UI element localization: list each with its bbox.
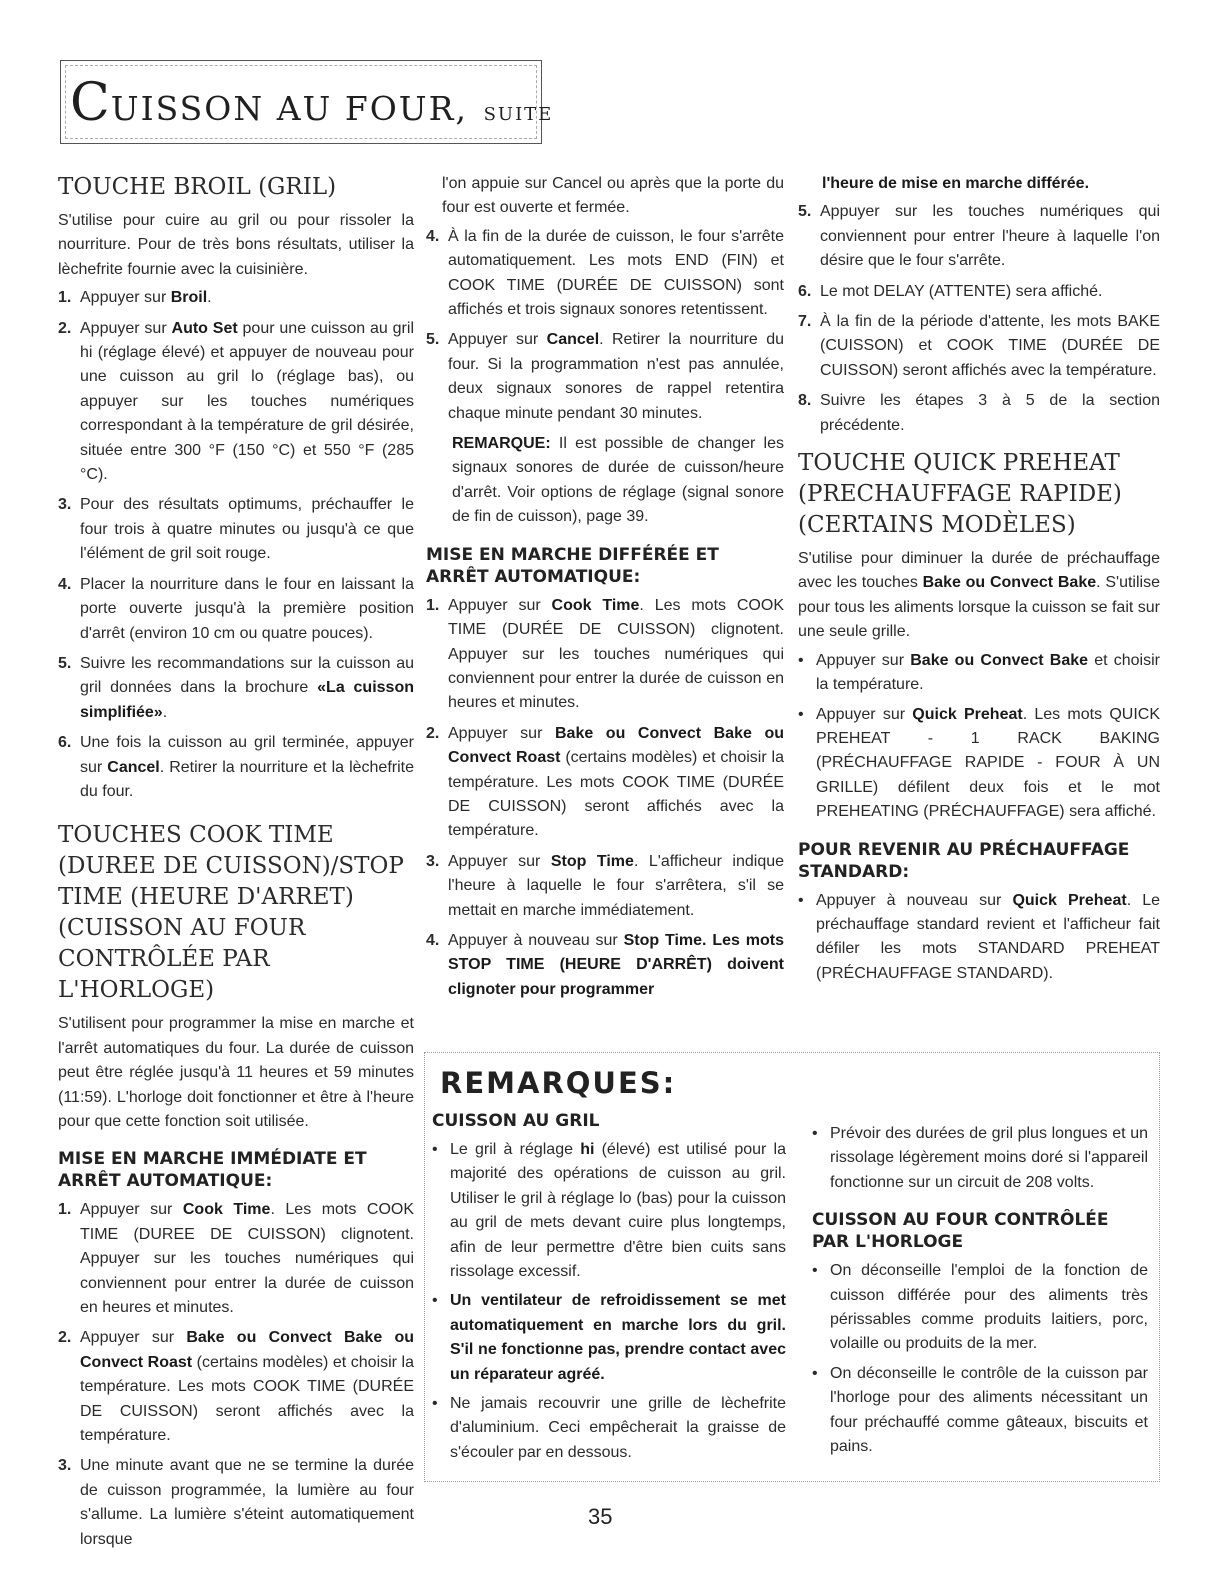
numbered-step: 5. Appuyer sur les touches numériques qui conviennent pour entrer l'heure à laquelle l'on désire que le four s'arrête.	[798, 200, 1160, 273]
list-item: • Appuyer sur Bake ou Convect Bake et choisir la température.	[798, 649, 1160, 698]
step-text: À la fin de la période d'attente, les mots BAKE (CUISSON) et COOK TIME (DURÉE DE CUISSON) seront affichés avec la température.	[820, 313, 1160, 379]
remarque-label: REMARQUE:	[452, 435, 551, 453]
step-text: Placer la nourriture dans le four en laissant la porte ouverte jusqu'à la première position d'arrêt (environ 10 cm ou quatre pouces).	[80, 575, 414, 642]
step-text: Appuyer sur Stop Time. L'afficheur indique l'heure à laquelle le four s'arrêtera, s'il se mettait en marche immédiatement.	[448, 852, 785, 919]
column-left	[58, 172, 414, 1558]
broil-heading: TOUCHE BROIL (GRIL)	[58, 174, 337, 200]
step-text: Le gril à réglage hi (élevé) est utilisé pour la majorité des opérations de cuisson au gril. Utiliser le gril à réglage lo (bas) pour la cuisson au gril de mets devant cuire plus longtemps, afin de leur permettre d'être bien cuits sans rissolage excessif.	[450, 1141, 787, 1281]
immediate-heading: MISE EN MARCHE IMMÉDIATE ET ARRÊT AUTOMATIQUE:	[58, 1149, 367, 1192]
step-text: Appuyer sur Broil.	[80, 289, 212, 307]
list-item: • On déconseille le contrôle de la cuisson par l'horloge pour des aliments nécessitant un four préchauffé comme gâteaux, biscuits et pains.	[812, 1362, 1148, 1460]
step-text: Appuyer à nouveau sur Quick Preheat. Le préchauffage standard revient et l'afficheur fait défiler les mots STANDARD PREHEAT (PRÉCHAUFFAGE STANDARD).	[816, 891, 1161, 982]
step-text: Une fois la cuisson au gril terminée, appuyer sur Cancel. Retirer la nourriture et la lèchefrite du four.	[80, 734, 415, 800]
quick-bullets	[798, 649, 1160, 825]
step-text: Appuyer sur Bake ou Convect Bake ou Convect Roast (certains modèles) et choisir la température. Les mots COOK TIME (DURÉE DE CUISSON) seront affichés avec la température.	[80, 1329, 414, 1445]
numbered-step: 4. Appuyer à nouveau sur Stop Time. Les mots STOP TIME (HEURE D'ARRÊT) doivent clignoter pour programmer	[426, 929, 784, 1002]
delayed-steps	[426, 594, 784, 1003]
cont-steps-right	[798, 200, 1160, 438]
list-item: • Ne jamais recouvrir une grille de lèchefrite d'aluminium. Ceci empêcherait la graisse de s'écouler par en dessous.	[432, 1392, 786, 1465]
numbered-step: 2. Appuyer sur Auto Set pour une cuisson au gril hi (réglage élevé) et appuyer de nouveau pour une cuisson au gril lo (réglage bas), ou appuyer sur les touches numériques correspondant à la température de gril désirée, située entre 300 °F (150 °C) et 550 °F (285 °C).	[58, 317, 414, 488]
step-text: À la fin de la durée de cuisson, le four s'arrête automatiquement. Les mots END (FIN) et COOK TIME (DURÉE DE CUISSON) sont affichés et trois signaux sonores retentissent.	[448, 227, 784, 319]
cook-time-intro: S'utilisent pour programmer la mise en marche et l'arrêt automatiques du four. La durée de cuisson peut être réglée jusqu'à 11 heures et 59 minutes (11:59). L'horloge doit fonctionner et être à l'heure pour que cette fonction soit utilisée.	[58, 1015, 414, 1130]
page-title: CUISSON AU FOUR, SUITE	[70, 73, 554, 133]
step-text: Un ventilateur de refroidissement se met automatiquement en marche lors du gril. S'il ne fonctionne pas, prendre contact avec un réparateur agréé.	[450, 1292, 786, 1383]
quick-intro-post: . S'utilise pour tous les aliments lorsque la cuisson se fait sur une seule grille.	[798, 574, 1160, 641]
notes-left	[432, 1110, 786, 1470]
step-text: Suivre les étapes 3 à 5 de la section précédente.	[820, 392, 1160, 434]
step-text: Une minute avant que ne se termine la durée de cuisson programmée, la lumière au four s'allume. La lumière s'éteint automatiquement lorsque	[80, 1457, 414, 1548]
step-text: Appuyer à nouveau sur Stop Time. Les mots STOP TIME (HEURE D'ARRÊT) doivent clignoter pour programmer	[448, 931, 784, 998]
numbered-step: 8. Suivre les étapes 3 à 5 de la section précédente.	[798, 389, 1160, 438]
step-text: Pour des résultats optimums, préchauffer le four trois à quatre minutes ou jusqu'à ce que l'élément de gril soit rouge.	[80, 496, 414, 563]
step-text: On déconseille l'emploi de la fonction de cuisson différée pour des aliments très périssables comme produits laitiers, porc, volaille ou produits de la mer.	[830, 1262, 1148, 1353]
step-text: Le mot DELAY (ATTENTE) sera affiché.	[820, 282, 1103, 300]
delayed-heading: MISE EN MARCHE DIFFÉRÉE ET ARRÊT AUTOMATIQUE:	[426, 544, 719, 587]
clock-heading: CUISSON AU FOUR CONTRÔLÉE PAR L'HORLOGE	[812, 1210, 1109, 1253]
numbered-step: 3. Pour des résultats optimums, préchauffer le four trois à quatre minutes ou jusqu'à ce que l'élément de gril soit rouge.	[58, 493, 414, 566]
list-item: • Prévoir des durées de gril plus longues et un rissolage légèrement moins doré si l'appareil fonctionne sur un circuit de 208 volts.	[812, 1122, 1148, 1195]
numbered-step: 7. À la fin de la période d'attente, les mots BAKE (CUISSON) et COOK TIME (DURÉE DE CUISSON) seront affichés avec la température.	[798, 310, 1160, 383]
step-text: Appuyer sur Bake ou Convect Bake et choisir la température.	[816, 651, 1160, 694]
notes-title: REMARQUES:	[440, 1066, 677, 1100]
step-text: Suivre les recommandations sur la cuisson au gril données dans la brochure «La cuisson simplifiée».	[80, 654, 414, 721]
numbered-step: 2. Appuyer sur Bake ou Convect Bake ou Convect Roast (certains modèles) et choisir la température. Les mots COOK TIME (DURÉE DE CUISSON) seront affichés avec la température.	[426, 722, 784, 844]
step-text: On déconseille le contrôle de la cuisson par l'horloge pour des aliments nécessitant un four préchauffé comme gâteaux, biscuits et pains.	[830, 1364, 1148, 1456]
numbered-step: 6. Le mot DELAY (ATTENTE) sera affiché.	[798, 280, 1160, 304]
list-item: • Le gril à réglage hi (élevé) est utilisé pour la majorité des opérations de cuisson au gril. Utiliser le gril à réglage lo (bas) pour la cuisson au gril de mets devant cuire plus longtemps, afin de leur permettre d'être bien cuits sans rissolage excessif.	[432, 1138, 786, 1284]
gril-bullets	[432, 1138, 786, 1465]
numbered-step: 1. Appuyer sur Cook Time. Les mots COOK TIME (DURÉE DE CUISSON) clignotent. Appuyer sur les touches numériques qui conviennent pour entrer la durée de cuisson en heures et minutes.	[426, 594, 784, 716]
std-heading: POUR REVENIR AU PRÉCHAUFFAGE STANDARD:	[798, 839, 1130, 882]
std-bullets	[798, 889, 1160, 987]
cont-bold	[798, 172, 1160, 196]
quick-intro-bold: Bake ou Convect Bake	[922, 574, 1097, 592]
quick-intro-pre: S'utilise pour diminuer la durée de préchauffage avec les touches	[798, 550, 1160, 592]
cont-text: l'on appuie sur Cancel ou après que la porte du four est ouverte et fermée.	[442, 175, 784, 217]
broil-intro: S'utilise pour cuire au gril ou pour rissoler la nourriture. Pour de très bons résultats, utiliser la lèchefrite fournie avec la cuisinière.	[58, 212, 414, 278]
step-text: Ne jamais recouvrir une grille de lèchefrite d'aluminium. Ceci empêcherait la graisse de s'écouler par en dessous.	[450, 1395, 786, 1461]
list-item: • Appuyer à nouveau sur Quick Preheat. Le préchauffage standard revient et l'afficheur fait défiler les mots STANDARD PREHEAT (PRÉCHAUFFAGE STANDARD).	[798, 889, 1160, 987]
numbered-step: 6. Une fois la cuisson au gril terminée, appuyer sur Cancel. Retirer la nourriture et la lèchefrite du four.	[58, 731, 414, 804]
cook-time-heading: TOUCHES COOK TIME (DUREE DE CUISSON)/STOP TIME (HEURE D'ARRET) (CUISSON AU FOUR CONTRÔLÉE PAR L'HORLOGE)	[58, 822, 404, 1004]
quick-heading: TOUCHE QUICK PREHEAT (PRECHAUFFAGE RAPIDE) (CERTAINS MODÈLES)	[798, 450, 1122, 539]
clock-bullets	[812, 1259, 1148, 1459]
step-text: Appuyer sur Cook Time. Les mots COOK TIME (DUREE DE CUISSON) clignotent. Appuyer sur les touches numériques qui conviennent pour entrer la durée de cuisson en heures et minutes.	[80, 1201, 415, 1316]
column-middle	[426, 172, 784, 1008]
numbered-step: 5. Suivre les recommandations sur la cuisson au gril données dans la brochure «La cuisson simplifiée».	[58, 652, 414, 725]
step-text: Appuyer sur Bake ou Convect Bake ou Convect Roast (certains modèles) et choisir la température. Les mots COOK TIME (DURÉE DE CUISSON) seront affichés avec la température.	[448, 724, 785, 840]
immediate-steps	[58, 1198, 414, 1552]
broil-steps	[58, 286, 414, 804]
cont-bold-text: l'heure de mise en marche différée.	[822, 175, 1090, 192]
step-text: Appuyer sur les touches numériques qui conviennent pour entrer l'heure à laquelle l'on désire que le four s'arrête.	[820, 203, 1160, 270]
numbered-step: 4. À la fin de la durée de cuisson, le four s'arrête automatiquement. Les mots END (FIN) et COOK TIME (DURÉE DE CUISSON) sont affichés et trois signaux sonores retentissent.	[426, 225, 784, 323]
list-item: • Appuyer sur Quick Preheat. Les mots QUICK PREHEAT - 1 RACK BAKING (PRÉCHAUFFAGE RAPIDE - FOUR À UN GRILLE) défilent deux fois et le mot PREHEATING (PRÉCHAUFFAGE) sera affiché.	[798, 703, 1160, 825]
numbered-step: 4. Placer la nourriture dans le four en laissant la porte ouverte jusqu'à la première position d'arrêt (environ 10 cm ou quatre pouces).	[58, 573, 414, 646]
list-item: • On déconseille l'emploi de la fonction de cuisson différée pour des aliments très périssables comme produits laitiers, porc, volaille ou produits de la mer.	[812, 1259, 1148, 1357]
page-number: 35	[588, 1504, 613, 1529]
numbered-step: 1. Appuyer sur Cook Time. Les mots COOK TIME (DUREE DE CUISSON) clignotent. Appuyer sur les touches numériques qui conviennent pour entrer la durée de cuisson en heures et minutes.	[58, 1198, 414, 1320]
numbered-step: 5. Appuyer sur Cancel. Retirer la nourriture du four. Si la programmation n'est pas annulée, deux signaux sonores de rappel retentira chaque minute pendant 30 minutes.	[426, 328, 784, 426]
gril-heading: CUISSON AU GRIL	[432, 1111, 600, 1131]
list-item: • Un ventilateur de refroidissement se met automatiquement en marche lors du gril. S'il ne fonctionne pas, prendre contact avec un réparateur agréé.	[432, 1289, 786, 1387]
right-bullet-text: Prévoir des durées de gril plus longues et un rissolage légèrement moins doré si l'appareil fonctionne sur un circuit de 208 volts.	[830, 1125, 1148, 1191]
numbered-step: 1. Appuyer sur Broil.	[58, 286, 414, 310]
numbered-step: 2. Appuyer sur Bake ou Convect Bake ou Convect Roast (certains modèles) et choisir la température. Les mots COOK TIME (DURÉE DE CUISSON) seront affichés avec la température.	[58, 1326, 414, 1448]
step-text: Appuyer sur Cancel. Retirer la nourriture du four. Si la programmation n'est pas annulée, deux signaux sonores de rappel retentira chaque minute pendant 30 minutes.	[448, 331, 784, 422]
step-text: Appuyer sur Cook Time. Les mots COOK TIME (DURÉE DE CUISSON) clignotent. Appuyer sur les touches numériques qui conviennent pour entrer la durée de cuisson en heures et minutes.	[448, 596, 784, 712]
remarque	[426, 432, 784, 530]
numbered-step: 3. Une minute avant que ne se termine la durée de cuisson programmée, la lumière au four s'allume. La lumière s'éteint automatiquement lorsque	[58, 1454, 414, 1552]
cont-steps	[426, 225, 784, 426]
notes-right	[812, 1122, 1148, 1464]
column-right	[798, 172, 1160, 991]
quick-intro	[798, 547, 1160, 645]
step-text: Appuyer sur Auto Set pour une cuisson au gril hi (réglage élevé) et appuyer de nouveau pour une cuisson au gril lo (réglage bas), ou appuyer sur les touches numériques correspondant à la température de gril désirée, située entre 300 °F (150 °C) et 550 °F (285 °C).	[80, 319, 414, 484]
remarque-text: Il est possible de changer les signaux sonores de durée de cuisson/heure d'arrêt. Voir options de réglage (signal sonore de fin de cuisson), page 39.	[452, 435, 784, 526]
numbered-step: 3. Appuyer sur Stop Time. L'afficheur indique l'heure à laquelle le four s'arrêtera, s'il se mettait en marche immédiatement.	[426, 850, 784, 923]
step-text: Appuyer sur Quick Preheat. Les mots QUICK PREHEAT - 1 RACK BAKING (PRÉCHAUFFAGE RAPIDE - FOUR À UN GRILLE) défilent deux fois et le mot PREHEATING (PRÉCHAUFFAGE) sera affiché.	[816, 705, 1161, 821]
